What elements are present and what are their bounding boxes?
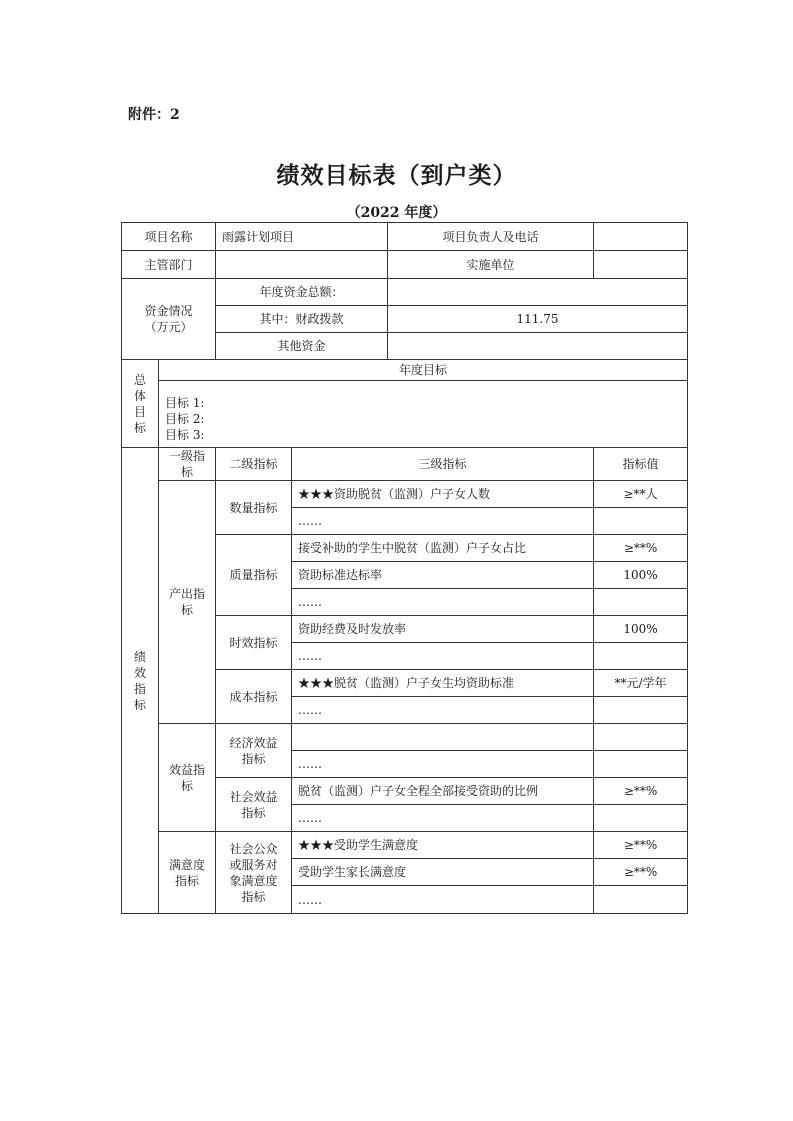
level3-header: 三级指标: [292, 448, 594, 481]
satisfaction-label-line2: 指标: [175, 873, 200, 888]
indicator-text: ……: [292, 589, 594, 616]
economic-label-line2: 指标: [241, 751, 266, 766]
overall-header: 年度目标: [159, 360, 688, 381]
overall-goals: [159, 381, 688, 448]
indicator-text: 脱贫（监测）户子女全程全部接受资助的比例: [292, 778, 594, 805]
indicator-value: ≥**%: [594, 832, 688, 859]
project-name-label: 项目名称: [122, 223, 216, 251]
overall-side-char: 体: [133, 388, 146, 403]
indicator-text: 资助标准达标率: [292, 562, 594, 589]
overall-header-row: [122, 360, 688, 381]
project-name-value: 雨露计划项目: [216, 223, 388, 251]
indicator-text: 资助经费及时发放率: [292, 616, 594, 643]
social-label: [216, 778, 292, 832]
benefit-label: [159, 724, 216, 832]
department-label: 主管部门: [122, 251, 216, 279]
cost-label: 成本指标: [216, 670, 292, 724]
quantity-label: 数量指标: [216, 481, 292, 535]
level1-header: [159, 448, 216, 481]
indicator-text: ……: [292, 805, 594, 832]
overall-side-char: 标: [133, 420, 146, 435]
table-row: [122, 832, 688, 859]
indicators-side-char: 指: [133, 681, 146, 696]
funds-label: [122, 279, 216, 360]
benefit-label-line1: 效益指: [169, 762, 206, 777]
goal-3: 目标 3:: [165, 428, 205, 442]
social-label-line1: 社会效益: [229, 789, 278, 804]
goal-1: 目标 1:: [165, 396, 205, 410]
page-title: 绩效目标表（到户类）: [276, 162, 517, 189]
indicator-value: [594, 589, 688, 616]
value-header: 指标值: [594, 448, 688, 481]
indicator-text: ★★★脱贫（监测）户子女生均资助标准: [292, 670, 594, 697]
indicator-value: [594, 751, 688, 778]
unit-label: 实施单位: [388, 251, 594, 279]
funds-total-row: [122, 279, 688, 306]
funds-fiscal-value: 111.75: [388, 306, 688, 333]
indicator-text: 受助学生家长满意度: [292, 859, 594, 886]
table-row: [122, 724, 688, 751]
overall-side-char: 总: [133, 372, 146, 387]
indicator-value: ≥**%: [594, 859, 688, 886]
output-label-line2: 标: [181, 603, 194, 617]
attachment-label: 附件：2: [128, 107, 180, 123]
indicators-side-char: 绩: [133, 649, 146, 664]
satisfaction-sub-line: 社会公众: [229, 841, 278, 856]
funds-label-line2: （万元）: [144, 320, 193, 334]
satisfaction-label-line1: 满意度: [169, 857, 206, 872]
indicators-side-char: 效: [133, 665, 146, 680]
satisfaction-sub-line: 指标: [241, 889, 266, 904]
indicator-value: [594, 886, 688, 914]
indicator-text: [292, 724, 594, 751]
economic-label-line1: 经济效益: [229, 735, 278, 750]
indicator-text: ……: [292, 751, 594, 778]
indicator-text: ★★★资助脱贫（监测）户子女人数: [292, 481, 594, 508]
owner-value: [594, 223, 688, 251]
indicator-value: [594, 508, 688, 535]
indicators-side-char: 标: [133, 697, 146, 712]
unit-value: [594, 251, 688, 279]
satisfaction-sub-line: 或服务对: [229, 857, 278, 872]
indicator-value: ≥**%: [594, 778, 688, 805]
satisfaction-label: [159, 832, 216, 914]
level2-header: 二级指标: [216, 448, 292, 481]
satisfaction-sub-line: 象满意度: [229, 873, 278, 888]
funds-other-value: [388, 333, 688, 360]
social-label-line2: 指标: [241, 805, 266, 820]
project-name-row: [122, 223, 688, 251]
indicators-side-label: [122, 448, 159, 914]
funds-total-value: [388, 279, 688, 306]
indicator-value: [594, 643, 688, 670]
performance-table: [121, 222, 688, 914]
overall-side-label: [122, 360, 159, 448]
indicator-value: [594, 805, 688, 832]
output-label-line1: 产出指: [169, 587, 206, 601]
indicator-text: ★★★受助学生满意度: [292, 832, 594, 859]
department-row: [122, 251, 688, 279]
satisfaction-sub-label: [216, 832, 292, 914]
indicator-value: ≥**%: [594, 535, 688, 562]
goal-2: 目标 2:: [165, 412, 205, 426]
level1-header-line1: 一级指: [169, 449, 206, 463]
output-label: [159, 481, 216, 724]
funds-other-label: 其他资金: [216, 333, 388, 360]
indicator-text: ……: [292, 886, 594, 914]
overall-side-char: 目: [133, 404, 146, 419]
indicator-value: **元/学年: [594, 670, 688, 697]
owner-label: 项目负责人及电话: [388, 223, 594, 251]
quality-label: 质量指标: [216, 535, 292, 616]
funds-total-label: 年度资金总额：: [216, 279, 388, 306]
indicator-value: 100%: [594, 562, 688, 589]
benefit-label-line2: 标: [181, 778, 194, 793]
indicator-value: ≥**人: [594, 481, 688, 508]
department-value: [216, 251, 388, 279]
indicator-text: ……: [292, 508, 594, 535]
year-label: （2022 年度）: [346, 205, 447, 221]
indicator-text: 接受补助的学生中脱贫（监测）户子女占比: [292, 535, 594, 562]
level1-header-line2: 标: [181, 465, 194, 479]
indicator-text: ……: [292, 697, 594, 724]
indicators-header-row: [122, 448, 688, 481]
indicator-text: ……: [292, 643, 594, 670]
funds-fiscal-label: 其中：财政拨款: [216, 306, 388, 333]
indicator-value: [594, 724, 688, 751]
funds-label-line1: 资金情况: [144, 304, 193, 318]
table-row: [122, 481, 688, 508]
indicator-value: [594, 697, 688, 724]
economic-label: [216, 724, 292, 778]
time-label: 时效指标: [216, 616, 292, 670]
overall-goals-row: [122, 381, 688, 448]
indicator-value: 100%: [594, 616, 688, 643]
